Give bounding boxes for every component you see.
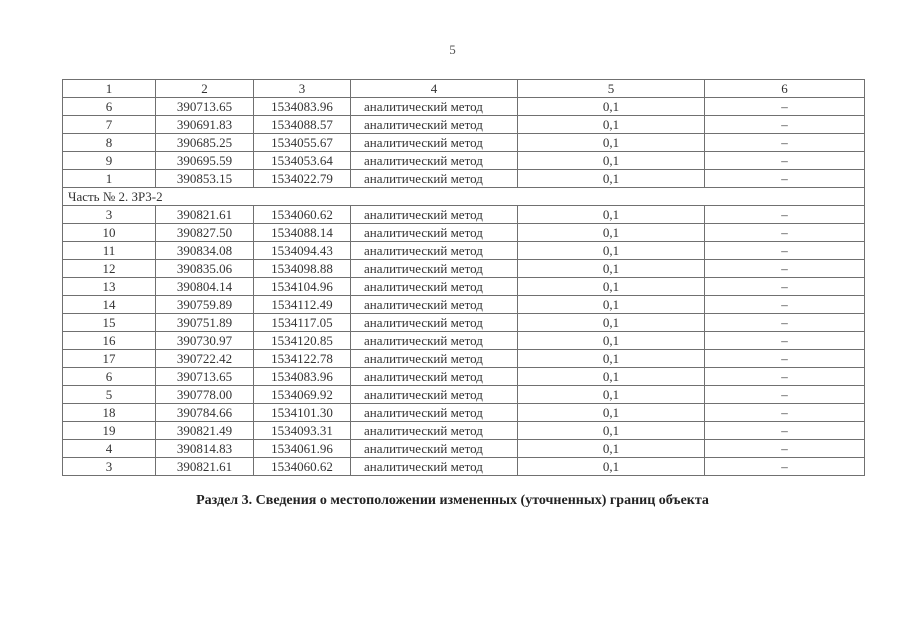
coord-y-cell: 1534060.62 [254,458,351,476]
accuracy-cell: 0,1 [518,260,705,278]
coord-y-cell: 1534088.14 [254,224,351,242]
table-header-row [63,80,865,98]
method-cell: аналитический метод [351,422,518,440]
coord-x-cell: 390804.14 [156,278,254,296]
note-cell: – [705,224,865,242]
section-caption: Раздел 3. Сведения о местоположении измененных (уточненных) границ объекта [196,493,709,508]
method-cell: аналитический метод [351,332,518,350]
note-cell: – [705,242,865,260]
accuracy-cell: 0,1 [518,458,705,476]
accuracy-cell: 0,1 [518,350,705,368]
coord-x-cell: 390853.15 [156,170,254,188]
coord-x-cell: 390713.65 [156,98,254,116]
method-cell: аналитический метод [351,224,518,242]
accuracy-cell: 0,1 [518,278,705,296]
note-cell: – [705,368,865,386]
coord-x-cell: 390814.83 [156,440,254,458]
coord-x-cell: 390759.89 [156,296,254,314]
accuracy-cell: 0,1 [518,332,705,350]
note-cell: – [705,278,865,296]
header-cell-5: 5 [518,80,705,98]
method-cell: аналитический метод [351,350,518,368]
method-cell: аналитический метод [351,314,518,332]
table-row [63,458,865,476]
note-cell: – [705,206,865,224]
point-number-cell: 11 [63,242,156,260]
method-cell: аналитический метод [351,458,518,476]
table-row [63,152,865,170]
coord-y-cell: 1534022.79 [254,170,351,188]
coord-x-cell: 390691.83 [156,116,254,134]
coord-x-cell: 390827.50 [156,224,254,242]
coord-x-cell: 390821.61 [156,458,254,476]
table-row [63,314,865,332]
accuracy-cell: 0,1 [518,314,705,332]
header-cell-6: 6 [705,80,865,98]
coord-x-cell: 390730.97 [156,332,254,350]
point-number-cell: 9 [63,152,156,170]
note-cell: – [705,458,865,476]
table-row [63,404,865,422]
table-row [63,134,865,152]
note-cell: – [705,98,865,116]
coord-y-cell: 1534055.67 [254,134,351,152]
note-cell: – [705,440,865,458]
coord-x-cell: 390695.59 [156,152,254,170]
accuracy-cell: 0,1 [518,296,705,314]
point-number-cell: 3 [63,458,156,476]
note-cell: – [705,170,865,188]
coord-x-cell: 390834.08 [156,242,254,260]
coord-y-cell: 1534122.78 [254,350,351,368]
coord-y-cell: 1534101.30 [254,404,351,422]
point-number-cell: 10 [63,224,156,242]
point-number-cell: 17 [63,350,156,368]
section-label: Часть № 2. ЗР3-2 [63,188,865,206]
header-cell-1: 1 [63,80,156,98]
point-number-cell: 7 [63,116,156,134]
table-row [63,260,865,278]
note-cell: – [705,152,865,170]
coord-x-cell: 390821.61 [156,206,254,224]
coord-x-cell: 390722.42 [156,350,254,368]
note-cell: – [705,332,865,350]
method-cell: аналитический метод [351,116,518,134]
coord-y-cell: 1534104.96 [254,278,351,296]
note-cell: – [705,116,865,134]
method-cell: аналитический метод [351,386,518,404]
coord-y-cell: 1534053.64 [254,152,351,170]
accuracy-cell: 0,1 [518,134,705,152]
coord-y-cell: 1534098.88 [254,260,351,278]
point-number-cell: 8 [63,134,156,152]
table-row [63,386,865,404]
point-number-cell: 6 [63,98,156,116]
table-row [63,206,865,224]
coordinates-table [62,79,865,476]
point-number-cell: 6 [63,368,156,386]
method-cell: аналитический метод [351,152,518,170]
point-number-cell: 16 [63,332,156,350]
point-number-cell: 12 [63,260,156,278]
accuracy-cell: 0,1 [518,386,705,404]
accuracy-cell: 0,1 [518,368,705,386]
method-cell: аналитический метод [351,260,518,278]
table-row [63,422,865,440]
coord-y-cell: 1534083.96 [254,98,351,116]
point-number-cell: 14 [63,296,156,314]
coord-x-cell: 390778.00 [156,386,254,404]
page-number: 5 [449,42,456,57]
coord-y-cell: 1534093.31 [254,422,351,440]
method-cell: аналитический метод [351,278,518,296]
point-number-cell: 18 [63,404,156,422]
method-cell: аналитический метод [351,368,518,386]
coord-y-cell: 1534083.96 [254,368,351,386]
table-row [63,98,865,116]
accuracy-cell: 0,1 [518,170,705,188]
section-row [63,188,865,206]
coordinates-table-body [63,80,865,476]
point-number-cell: 1 [63,170,156,188]
coord-y-cell: 1534088.57 [254,116,351,134]
table-row [63,440,865,458]
table-row [63,332,865,350]
coord-y-cell: 1534120.85 [254,332,351,350]
table-row [63,278,865,296]
point-number-cell: 15 [63,314,156,332]
accuracy-cell: 0,1 [518,404,705,422]
coord-x-cell: 390751.89 [156,314,254,332]
table-row [63,296,865,314]
method-cell: аналитический метод [351,296,518,314]
note-cell: – [705,296,865,314]
method-cell: аналитический метод [351,134,518,152]
accuracy-cell: 0,1 [518,206,705,224]
accuracy-cell: 0,1 [518,224,705,242]
coord-y-cell: 1534061.96 [254,440,351,458]
method-cell: аналитический метод [351,170,518,188]
coord-x-cell: 390835.06 [156,260,254,278]
point-number-cell: 19 [63,422,156,440]
note-cell: – [705,314,865,332]
accuracy-cell: 0,1 [518,422,705,440]
table-row [63,242,865,260]
note-cell: – [705,134,865,152]
accuracy-cell: 0,1 [518,242,705,260]
table-row [63,170,865,188]
coord-y-cell: 1534060.62 [254,206,351,224]
method-cell: аналитический метод [351,206,518,224]
table-row [63,224,865,242]
coord-y-cell: 1534094.43 [254,242,351,260]
point-number-cell: 4 [63,440,156,458]
accuracy-cell: 0,1 [518,116,705,134]
note-cell: – [705,350,865,368]
header-cell-4: 4 [351,80,518,98]
coord-y-cell: 1534069.92 [254,386,351,404]
method-cell: аналитический метод [351,98,518,116]
header-cell-3: 3 [254,80,351,98]
note-cell: – [705,386,865,404]
table-row [63,368,865,386]
table-row [63,350,865,368]
accuracy-cell: 0,1 [518,98,705,116]
method-cell: аналитический метод [351,404,518,422]
method-cell: аналитический метод [351,440,518,458]
coord-x-cell: 390784.66 [156,404,254,422]
header-cell-2: 2 [156,80,254,98]
method-cell: аналитический метод [351,242,518,260]
accuracy-cell: 0,1 [518,152,705,170]
note-cell: – [705,260,865,278]
coord-x-cell: 390685.25 [156,134,254,152]
point-number-cell: 13 [63,278,156,296]
point-number-cell: 3 [63,206,156,224]
accuracy-cell: 0,1 [518,440,705,458]
coord-x-cell: 390821.49 [156,422,254,440]
point-number-cell: 5 [63,386,156,404]
coord-y-cell: 1534117.05 [254,314,351,332]
table-row [63,116,865,134]
note-cell: – [705,404,865,422]
coord-y-cell: 1534112.49 [254,296,351,314]
note-cell: – [705,422,865,440]
coord-x-cell: 390713.65 [156,368,254,386]
